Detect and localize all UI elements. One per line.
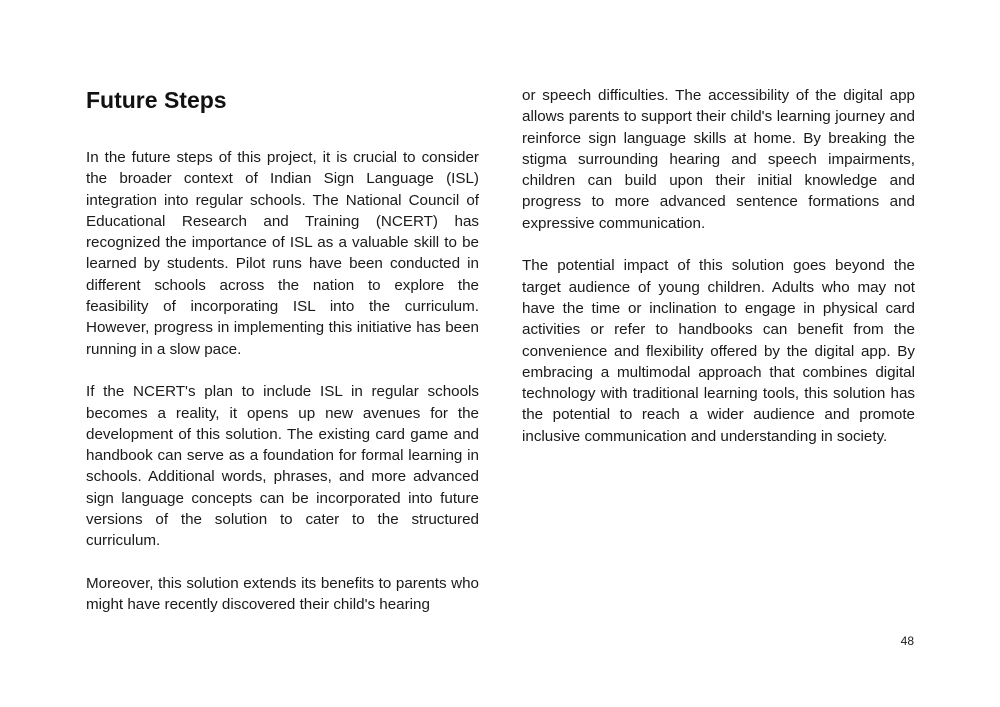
paragraph: Moreover, this solution extends its benefits to parents who might have recently discovered their child's hearing — [86, 574, 479, 614]
paragraph: The potential impact of this solution goes beyond the target audience of young children. Adults who may not have the time or inclination to engage in physical card activities or refer to handbooks can benefit from the convenience and flexibility offered by the digital app. By embracing a multimodal approach that combines digital technology with traditional learning tools, this solution has the potential to reach a wider audience and promote inclusive communication and understanding in society. — [522, 257, 915, 445]
paragraph: If the NCERT's plan to include ISL in regular schools becomes a reality, it opens up new avenues for the development of this solution. The existing card game and handbook can serve as a foundation for formal learning in schools. Additional words, phrases, and more advanced sign language concepts can be incorporated into future versions of the solution to cater to the structured curriculum. — [86, 383, 479, 550]
page-number: 48 — [900, 634, 914, 648]
right-column — [522, 85, 915, 447]
page-heading: Future Steps — [86, 87, 227, 113]
left-column — [86, 147, 479, 616]
paragraph: or speech difficulties. The accessibility of the digital app allows parents to support their child's learning journey and reinforce sign language skills at home. By breaking the stigma surrounding hearing and speech impairments, children can build upon their initial knowledge and progress to more advanced sentence formations and expressive communication. — [522, 87, 915, 232]
paragraph: In the future steps of this project, it is crucial to consider the broader context of Indian Sign Language (ISL) integration into regular schools. The National Council of Educational Research and Training (NCERT) has recognized the importance of ISL as a valuable skill to be learned by students. Pilot runs have been conducted in different schools across the nation to explore the feasibility of incorporating ISL into the curriculum. However, progress in implementing this initiative has been running in a slow pace. — [86, 149, 479, 358]
